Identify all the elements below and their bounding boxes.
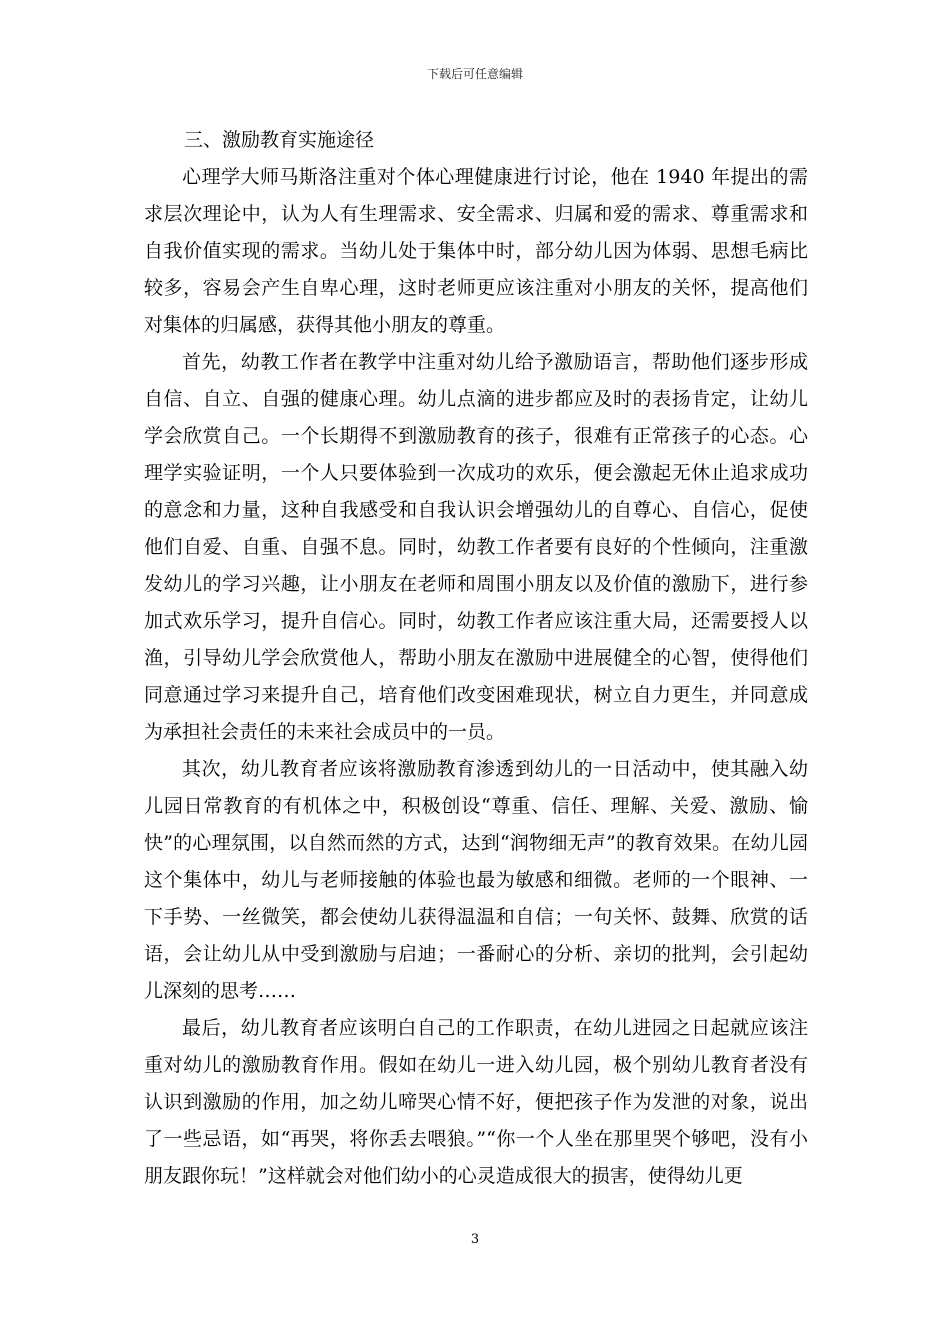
document-body — [144, 122, 808, 1195]
paragraph-second: 其次，幼儿教育者应该将激励教育渗透到幼儿的一日活动中，使其融入幼儿园日常教育的有机体之中，积极创设“尊重、信任、理解、关爱、激励、愉快”的心理氛围，以自然而然的方式，达到“润物细无声”的教育效果。在幼儿园这个集体中，幼儿与老师接触的体验也最为敏感和细微。老师的一个眼神、一下手势、一丝微笑，都会使幼儿获得温温和自信；一句关怀、鼓舞、欣赏的话语，会让幼儿从中受到激励与启迪；一番耐心的分析、亲切的批判，会引起幼儿深刻的思考…… — [144, 758, 808, 1002]
page-number: 3 — [470, 1232, 480, 1247]
paragraph-maslow: 心理学大师马斯洛注重对个体心理健康进行讨论，他在 1940 年提出的需求层次理论中，认为人有生理需求、安全需求、归属和爱的需求、尊重需求和自我价值实现的需求。当幼儿处于集体中时，部分幼儿因为体弱、思想毛病比较多，容易会产生自卑心理，这时老师更应该注重对小朋友的关怀，提高他们对集体的归属感，获得其他小朋友的尊重。 — [144, 166, 808, 336]
header-note: 下载后可任意编辑 — [426, 67, 523, 81]
paragraph-last: 最后，幼儿教育者应该明白自己的工作职责，在幼儿进园之日起就应该注重对幼儿的激励教育作用。假如在幼儿一进入幼儿园，极个别幼儿教育者没有认识到激励的作用，加之幼儿啼哭心情不好，便把孩子作为发泄的对象，说出了一些忌语，如“再哭，将你丢去喂狼。”“你一个人坐在那里哭个够吧，没有小朋友跟你玩！”这样就会对他们幼小的心灵造成很大的损害，使得幼儿更 — [144, 1017, 808, 1187]
section-heading: 三、激励教育实施途径 — [184, 129, 375, 151]
paragraph-first: 首先，幼教工作者在教学中注重对幼儿给予激励语言，帮助他们逐步形成自信、自立、自强的健康心理。幼儿点滴的进步都应及时的表扬肯定，让幼儿学会欣赏自己。一个长期得不到激励教育的孩子，很难有正常孩子的心态。心理学实验证明，一个人只要体验到一次成功的欢乐，便会激起无休止追求成功的意念和力量，这种自我感受和自我认识会增强幼儿的自尊心、自信心，促使他们自爱、自重、自强不息。同时，幼教工作者要有良好的个性倾向，注重激发幼儿的学习兴趣，让小朋友在老师和周围小朋友以及价值的激励下，进行参加式欢乐学习，提升自信心。同时，幼教工作者应该注重大局，还需要授人以渔，引导幼儿学会欣赏他人，帮助小朋友在激励中进展健全的心智，使得他们同意通过学习来提升自己，培育他们改变困难现状，树立自力更生，并同意成为承担社会责任的未来社会成员中的一员。 — [144, 351, 808, 743]
